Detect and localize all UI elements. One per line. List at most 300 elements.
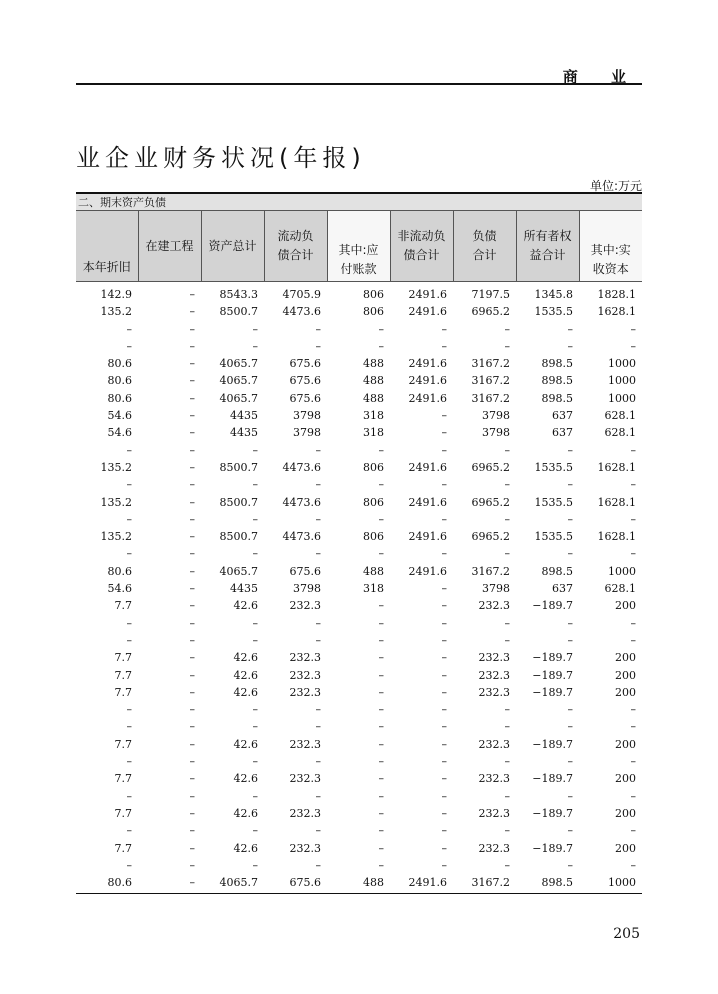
table-cell: 8500.7 <box>219 495 258 509</box>
table-cell: 80.6 <box>107 391 132 405</box>
table-cell: – <box>630 322 636 336</box>
table-cell: 54.6 <box>107 582 132 596</box>
column-header <box>264 211 327 282</box>
table-cell: – <box>252 755 258 769</box>
table-cell: – <box>189 841 195 855</box>
table-cell: – <box>567 478 573 492</box>
table-cell: −189.7 <box>532 737 573 751</box>
table-cell: – <box>630 858 636 872</box>
table-cell: – <box>252 443 258 457</box>
column-header <box>579 211 642 282</box>
table-cell: – <box>504 858 510 872</box>
table-cell: 6965.2 <box>471 460 510 474</box>
column-header <box>327 211 390 282</box>
table-cell: 628.1 <box>604 409 636 423</box>
table-row <box>76 788 642 805</box>
table-cell: 1628.1 <box>597 460 636 474</box>
table-cell: 4473.6 <box>282 305 321 319</box>
table-cell: 232.3 <box>289 806 321 820</box>
table-cell: – <box>189 547 195 561</box>
table-cell: 42.6 <box>233 668 258 682</box>
table-cell: – <box>378 685 384 699</box>
table-cell: – <box>189 322 195 336</box>
table-cell: – <box>189 616 195 630</box>
table-cell: – <box>315 512 321 526</box>
table-cell: 1000 <box>608 374 636 388</box>
table-cell: – <box>504 339 510 353</box>
table-cell: 1535.5 <box>534 530 573 544</box>
table-row <box>76 282 642 304</box>
table-cell: 2491.6 <box>408 374 447 388</box>
table-cell: – <box>126 443 132 457</box>
table-cell: 3167.2 <box>471 391 510 405</box>
table-cell: 232.3 <box>289 841 321 855</box>
table-cell: – <box>126 789 132 803</box>
table-cell: – <box>126 616 132 630</box>
table-cell: −189.7 <box>532 599 573 613</box>
table-cell: 1535.5 <box>534 460 573 474</box>
table-cell: 6965.2 <box>471 305 510 319</box>
table-cell: – <box>189 478 195 492</box>
table-cell: – <box>441 426 447 440</box>
table-cell: – <box>189 772 195 786</box>
table-cell: 488 <box>363 564 384 578</box>
table-cell: – <box>504 512 510 526</box>
table-cell: – <box>189 512 195 526</box>
table-cell: – <box>378 322 384 336</box>
column-header <box>453 211 516 282</box>
table-row <box>76 372 642 389</box>
table-cell: – <box>189 357 195 371</box>
table-cell: – <box>441 651 447 665</box>
table-cell: 637 <box>552 582 573 596</box>
table-cell: 42.6 <box>233 841 258 855</box>
table-cell: 318 <box>363 409 384 423</box>
table-cell: – <box>315 789 321 803</box>
table-cell: – <box>441 582 447 596</box>
table-cell: – <box>504 789 510 803</box>
table-cell: – <box>315 633 321 647</box>
table-cell: – <box>189 582 195 596</box>
table-cell: 898.5 <box>516 874 579 894</box>
table-cell: – <box>252 512 258 526</box>
table-cell: 200 <box>615 599 636 613</box>
table-cell: – <box>252 339 258 353</box>
table-row <box>76 736 642 753</box>
table-cell: −189.7 <box>532 651 573 665</box>
table-cell: – <box>189 530 195 544</box>
table-cell: – <box>630 789 636 803</box>
table-cell: – <box>441 478 447 492</box>
table-row <box>76 303 642 320</box>
table-cell: – <box>504 547 510 561</box>
table-cell: – <box>189 288 195 301</box>
table-cell: 8500.7 <box>219 305 258 319</box>
table-cell: – <box>126 339 132 353</box>
page-title: 业企业财务状况(年报) <box>76 144 366 173</box>
table-cell: 232.3 <box>478 668 510 682</box>
table-cell: – <box>441 409 447 423</box>
table-cell: – <box>378 806 384 820</box>
table-row <box>76 545 642 562</box>
table-row <box>76 857 642 874</box>
table-cell: – <box>567 824 573 838</box>
table-cell: – <box>189 564 195 578</box>
table-cell: 2491.6 <box>408 391 447 405</box>
table-cell: – <box>189 755 195 769</box>
table-cell: – <box>315 547 321 561</box>
table-cell: – <box>630 755 636 769</box>
table-cell: – <box>378 443 384 457</box>
table-row <box>76 753 642 770</box>
table-cell: – <box>189 339 195 353</box>
table-cell: – <box>126 478 132 492</box>
table-cell: 232.3 <box>289 737 321 751</box>
table-cell: – <box>441 633 447 647</box>
table-cell: 4473.6 <box>282 495 321 509</box>
table-cell: – <box>441 841 447 855</box>
table-cell: 3798 <box>482 582 510 596</box>
table-cell: – <box>189 824 195 838</box>
unit-label: 单位:万元 <box>589 179 642 193</box>
table-cell: – <box>630 703 636 717</box>
table-cell: – <box>504 478 510 492</box>
table-cell: 7.7 <box>114 841 132 855</box>
table-cell: 200 <box>615 772 636 786</box>
table-cell: – <box>126 824 132 838</box>
table-cell: – <box>315 703 321 717</box>
table-cell: 675.6 <box>289 391 321 405</box>
running-header: 商 业 <box>562 68 640 86</box>
table-cell: 8500.7 <box>219 460 258 474</box>
table-cell: 806 <box>363 305 384 319</box>
table-row <box>76 476 642 493</box>
table-cell: 488 <box>363 374 384 388</box>
table-cell: – <box>189 409 195 423</box>
table-cell: – <box>567 789 573 803</box>
table-cell: – <box>378 824 384 838</box>
table-cell: – <box>441 720 447 734</box>
header-rule <box>76 83 642 85</box>
table-cell: – <box>189 720 195 734</box>
table-cell: 6965.2 <box>471 495 510 509</box>
table-cell: – <box>630 443 636 457</box>
table-cell: – <box>378 703 384 717</box>
table-cell: 488 <box>363 391 384 405</box>
table-cell: – <box>567 720 573 734</box>
table-row <box>76 684 642 701</box>
table-cell: 488 <box>327 874 390 894</box>
table-cell: 628.1 <box>604 582 636 596</box>
table-cell: −189.7 <box>532 806 573 820</box>
table-row <box>76 355 642 372</box>
table-cell: – <box>315 755 321 769</box>
table-cell: – <box>504 443 510 457</box>
table-cell: – <box>189 495 195 509</box>
table-cell: – <box>630 824 636 838</box>
table-cell: – <box>252 789 258 803</box>
table-cell: 80.6 <box>107 357 132 371</box>
table-cell: 42.6 <box>233 651 258 665</box>
table-cell: 7.7 <box>114 685 132 699</box>
page-number: 205 <box>613 926 640 942</box>
table-row <box>76 390 642 407</box>
table-cell: 232.3 <box>289 651 321 665</box>
table-cell: 637 <box>552 409 573 423</box>
table-row <box>76 701 642 718</box>
table-cell: 200 <box>615 737 636 751</box>
table-row <box>76 822 642 839</box>
table-row <box>76 649 642 666</box>
table-cell: 232.3 <box>478 651 510 665</box>
table-cell: 4065.7 <box>219 357 258 371</box>
table-cell: – <box>441 685 447 699</box>
table-cell: 898.5 <box>541 391 573 405</box>
table-cell: 1535.5 <box>534 305 573 319</box>
table-cell: 1000 <box>608 391 636 405</box>
table-cell: 7.7 <box>114 668 132 682</box>
table-cell: – <box>252 633 258 647</box>
table-cell: 8500.7 <box>219 530 258 544</box>
table-cell: 7197.5 <box>471 288 510 301</box>
table-cell: – <box>441 616 447 630</box>
column-header-text: 流动负 债合计 <box>277 229 314 262</box>
table-cell: 4435 <box>230 582 258 596</box>
table-cell: – <box>315 824 321 838</box>
table-cell: – <box>126 703 132 717</box>
table-cell: 4473.6 <box>282 530 321 544</box>
table-cell: – <box>630 512 636 526</box>
table-row <box>76 338 642 355</box>
table-cell: 1828.1 <box>597 288 636 301</box>
table-cell: 42.6 <box>233 685 258 699</box>
table-cell: – <box>189 460 195 474</box>
table-cell: 1000 <box>608 357 636 371</box>
table-cell: – <box>126 633 132 647</box>
table-cell: – <box>504 703 510 717</box>
table-cell: – <box>126 755 132 769</box>
table-cell: 3798 <box>482 426 510 440</box>
table-cell: 232.3 <box>478 841 510 855</box>
table-cell: – <box>378 633 384 647</box>
table-row <box>76 874 642 894</box>
column-header <box>390 211 453 282</box>
table-cell: 4065.7 <box>219 391 258 405</box>
table-row <box>76 770 642 787</box>
table-cell: 4065.7 <box>219 564 258 578</box>
table-row <box>76 580 642 597</box>
table-cell: – <box>567 703 573 717</box>
table-cell: 488 <box>363 357 384 371</box>
table-cell: 42.6 <box>233 772 258 786</box>
table-cell: – <box>315 720 321 734</box>
column-header-text: 负债 合计 <box>472 229 497 262</box>
table-cell: 6965.2 <box>471 530 510 544</box>
table-cell: 2491.6 <box>408 357 447 371</box>
table-cell: – <box>189 305 195 319</box>
table-row <box>76 321 642 338</box>
column-header-text: 所有者权 益合计 <box>523 229 572 262</box>
table-cell: – <box>441 755 447 769</box>
table-cell: −189.7 <box>532 841 573 855</box>
table-row <box>76 840 642 857</box>
table-cell: −189.7 <box>532 668 573 682</box>
table-cell: – <box>630 547 636 561</box>
table-cell: 3798 <box>293 409 321 423</box>
table-cell: – <box>189 858 195 872</box>
table-row <box>76 424 642 441</box>
table-cell: – <box>126 858 132 872</box>
table-cell: 637 <box>552 426 573 440</box>
table-cell: – <box>378 547 384 561</box>
table-cell: – <box>504 616 510 630</box>
table-cell: 232.3 <box>289 772 321 786</box>
table-cell: 675.6 <box>289 357 321 371</box>
table-cell: 200 <box>615 841 636 855</box>
table-body <box>76 282 642 894</box>
table-cell: 4065.7 <box>219 374 258 388</box>
table-cell: – <box>378 599 384 613</box>
table-row <box>76 805 642 822</box>
table-cell: 1345.8 <box>534 288 573 301</box>
table-cell: – <box>252 858 258 872</box>
table-cell: – <box>126 547 132 561</box>
table-row <box>76 442 642 459</box>
table-cell: 806 <box>363 288 384 301</box>
table-cell: 232.3 <box>478 737 510 751</box>
table-cell: – <box>630 720 636 734</box>
column-header-text: 其中:实 收资本 <box>590 243 631 276</box>
table-cell: – <box>189 374 195 388</box>
table-row <box>76 563 642 580</box>
table-cell: – <box>315 858 321 872</box>
table-cell: – <box>378 772 384 786</box>
table-cell: – <box>315 616 321 630</box>
table-cell: – <box>504 755 510 769</box>
table-cell: 898.5 <box>541 564 573 578</box>
table-cell: – <box>378 616 384 630</box>
table-cell: – <box>567 512 573 526</box>
table-cell: – <box>504 322 510 336</box>
table-cell: 7.7 <box>114 806 132 820</box>
table-cell: 200 <box>615 806 636 820</box>
table-cell: 1535.5 <box>534 495 573 509</box>
table-cell: 8543.3 <box>219 288 258 301</box>
table-cell: – <box>252 720 258 734</box>
table-cell: – <box>189 651 195 665</box>
table-cell: 232.3 <box>289 685 321 699</box>
table-cell: – <box>315 443 321 457</box>
table-cell: – <box>189 789 195 803</box>
table-cell: – <box>252 703 258 717</box>
table-cell: 232.3 <box>478 772 510 786</box>
table-cell: 42.6 <box>233 599 258 613</box>
table-cell: – <box>441 668 447 682</box>
table-cell: – <box>189 599 195 613</box>
table-cell: – <box>252 547 258 561</box>
table-cell: 3798 <box>293 426 321 440</box>
table-cell: 2491.6 <box>408 530 447 544</box>
table-cell: – <box>567 547 573 561</box>
table-cell: 200 <box>615 685 636 699</box>
table-cell: – <box>441 824 447 838</box>
table-cell: – <box>378 737 384 751</box>
table-cell: 3167.2 <box>453 874 516 894</box>
column-header: 在建工程 <box>138 211 201 282</box>
table-cell: – <box>189 806 195 820</box>
table-cell: 2491.6 <box>408 495 447 509</box>
table-cell: 318 <box>363 582 384 596</box>
table-cell: – <box>189 426 195 440</box>
table-cell: – <box>441 322 447 336</box>
column-header-text: 非流动负 债合计 <box>397 229 446 262</box>
table-cell: 2491.6 <box>408 564 447 578</box>
table-cell: – <box>504 824 510 838</box>
table-cell: – <box>126 720 132 734</box>
table-cell: 54.6 <box>107 409 132 423</box>
table-cell: – <box>441 547 447 561</box>
table-cell: 54.6 <box>107 426 132 440</box>
table-cell: 200 <box>615 668 636 682</box>
table-cell: – <box>378 858 384 872</box>
table-cell: 806 <box>363 495 384 509</box>
table-cell: 806 <box>363 530 384 544</box>
table-cell: −189.7 <box>532 772 573 786</box>
table-cell: 1628.1 <box>597 305 636 319</box>
table-cell: 3167.2 <box>471 564 510 578</box>
table-cell: 3798 <box>293 582 321 596</box>
table-cell: – <box>378 789 384 803</box>
table-cell: 4435 <box>230 409 258 423</box>
table-cell: – <box>630 633 636 647</box>
table-cell: 318 <box>363 426 384 440</box>
table-cell: 675.6 <box>264 874 327 894</box>
table-row <box>76 494 642 511</box>
column-header: 本年折旧 <box>76 211 138 282</box>
table-row <box>76 632 642 649</box>
table-cell: 2491.6 <box>408 305 447 319</box>
table-cell: – <box>126 512 132 526</box>
table-cell: 200 <box>615 651 636 665</box>
table-cell: – <box>567 322 573 336</box>
table-cell: – <box>378 478 384 492</box>
table-cell: – <box>567 443 573 457</box>
table-row <box>76 718 642 735</box>
table-cell: 42.6 <box>233 806 258 820</box>
table-cell: 675.6 <box>289 564 321 578</box>
table-cell: 1628.1 <box>597 495 636 509</box>
table-cell: – <box>567 858 573 872</box>
column-header <box>516 211 579 282</box>
table-cell: 7.7 <box>114 599 132 613</box>
table-cell: 142.9 <box>100 288 132 301</box>
table-cell: 675.6 <box>289 374 321 388</box>
table-cell: – <box>441 789 447 803</box>
table-cell: 1628.1 <box>597 530 636 544</box>
table-cell: – <box>630 478 636 492</box>
table-row <box>76 667 642 684</box>
table-cell: – <box>252 478 258 492</box>
table-cell: – <box>567 633 573 647</box>
table-cell: 2491.6 <box>390 874 453 894</box>
table-cell: 7.7 <box>114 737 132 751</box>
table-cell: 3167.2 <box>471 357 510 371</box>
table-cell: – <box>441 703 447 717</box>
table-cell: 232.3 <box>289 668 321 682</box>
table-cell: – <box>252 322 258 336</box>
table-cell: – <box>630 616 636 630</box>
table-cell: 2491.6 <box>408 460 447 474</box>
